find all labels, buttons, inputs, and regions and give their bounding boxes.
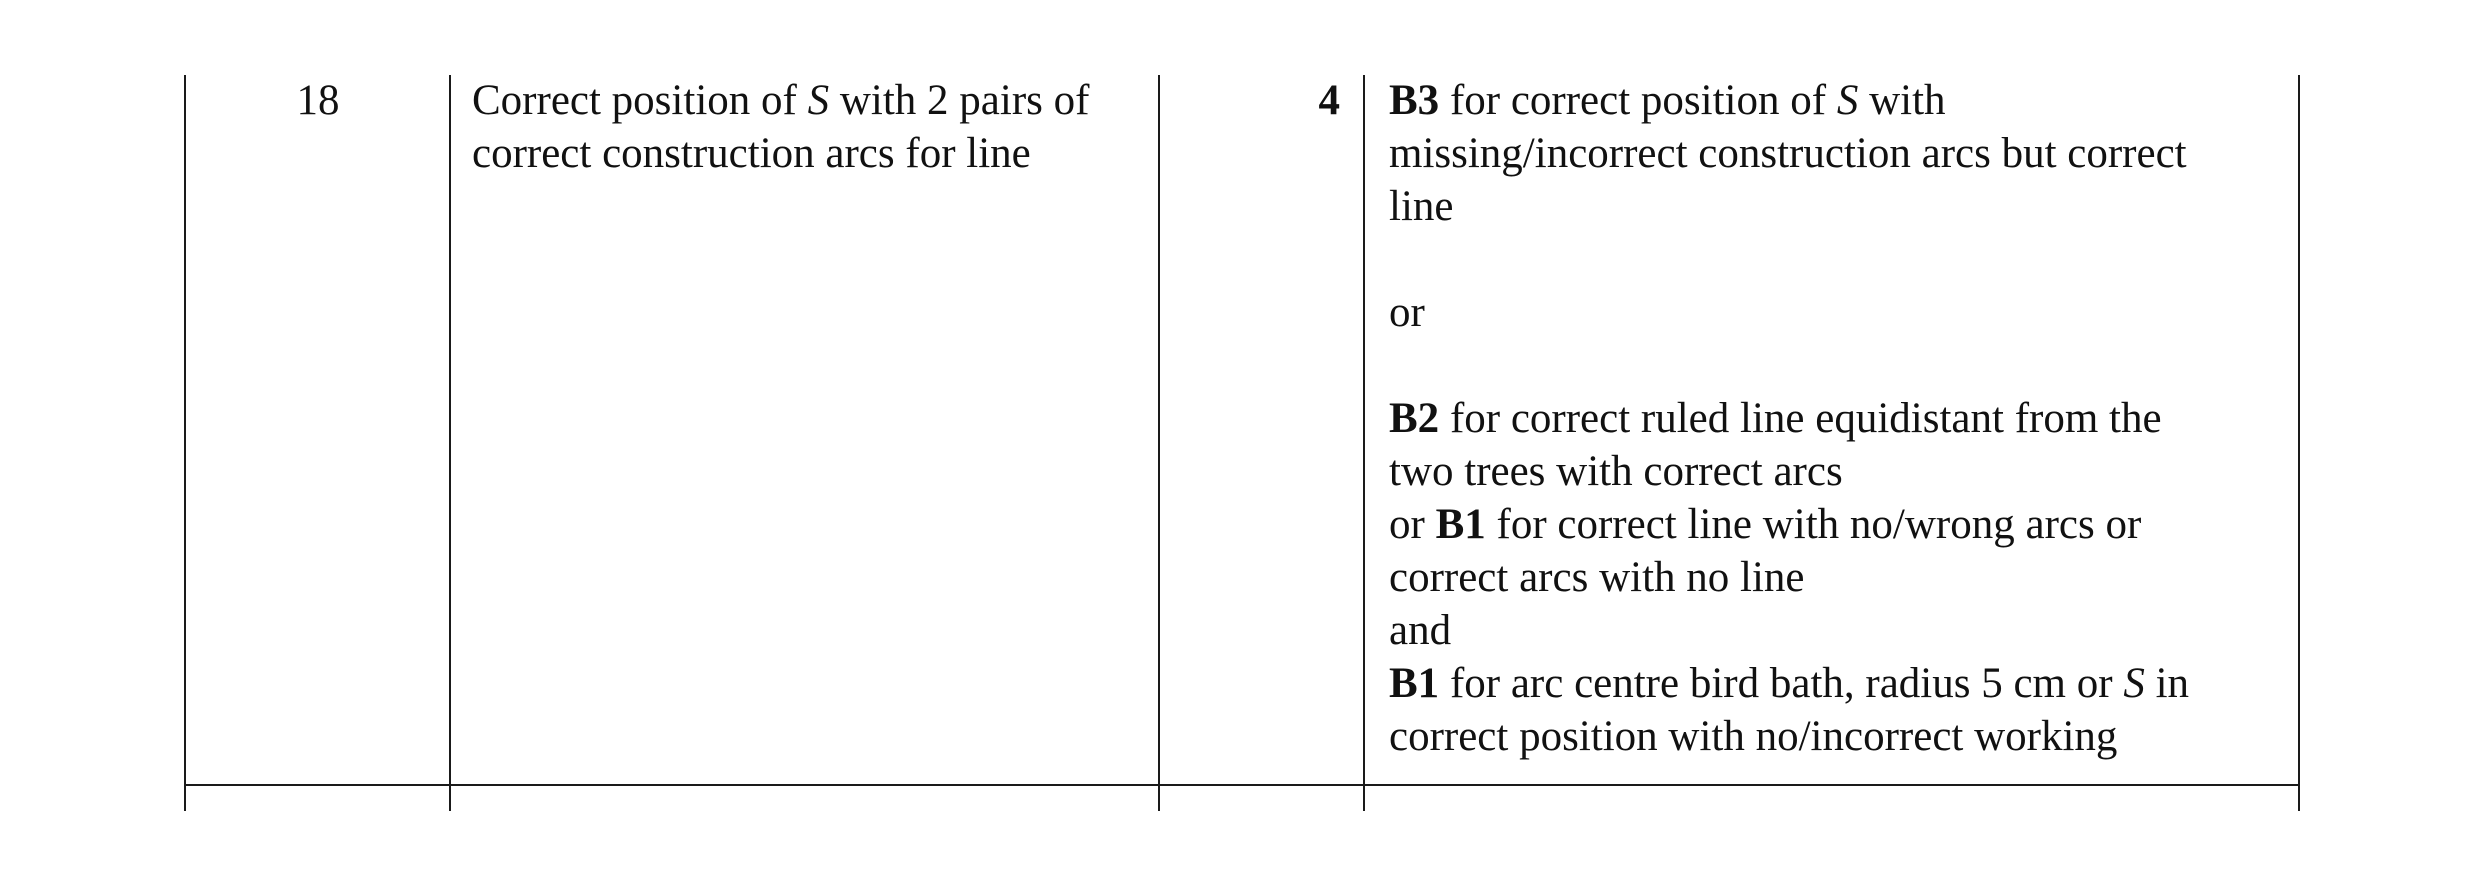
answer-text: with 2 pairs of (829, 77, 1090, 124)
guidance-line: two trees with correct arcs (1389, 448, 1843, 495)
and-separator: and (1389, 607, 1452, 654)
mark-value: 4 (1318, 77, 1340, 124)
table-border-left (184, 75, 186, 811)
column-divider-2 (1158, 75, 1160, 811)
guidance-line (1389, 498, 2189, 551)
answer-line-1 (472, 74, 1089, 127)
answer-text: Correct position of (472, 77, 808, 124)
guidance-line: correct position with no/incorrect working (1389, 713, 2118, 760)
guidance-line: missing/incorrect construction arcs but correct (1389, 130, 2187, 177)
guidance-text: for correct line with no/wrong arcs or (1485, 501, 2142, 548)
mark-code-b1: B1 (1389, 660, 1440, 707)
question-number: 18 (296, 77, 340, 124)
answer-cell (472, 74, 1089, 180)
guidance-line: correct arcs with no line (1389, 554, 1805, 601)
guidance-text: in (2144, 660, 2190, 707)
variable-s: S (1836, 77, 1859, 124)
guidance-text: or (1389, 501, 1436, 548)
mark-code-b1: B1 (1435, 501, 1486, 548)
guidance-text: for correct ruled line equidistant from the (1439, 395, 2162, 442)
guidance-line (1389, 392, 2189, 445)
guidance-text: with (1858, 77, 1946, 124)
answer-line-2: correct construction arcs for line (472, 130, 1031, 177)
mark-code-b3: B3 (1389, 77, 1440, 124)
blank-spacer (1389, 233, 2189, 286)
guidance-line: line (1389, 183, 1454, 230)
column-divider-1 (449, 75, 451, 811)
row-bottom-border (184, 784, 2300, 786)
table-border-right (2298, 75, 2300, 811)
variable-s: S (807, 77, 830, 124)
blank-spacer (1389, 339, 2189, 392)
variable-s: S (2123, 660, 2145, 707)
or-separator: or (1389, 289, 1425, 336)
guidance-text: for arc centre bird bath, radius 5 cm or (1439, 660, 2124, 707)
column-divider-3 (1363, 75, 1365, 811)
guidance-cell (1389, 74, 2189, 763)
guidance-text: for correct position of (1439, 77, 1837, 124)
guidance-line (1389, 657, 2189, 710)
mark-code-b2: B2 (1389, 395, 1440, 442)
guidance-line (1389, 74, 2189, 127)
